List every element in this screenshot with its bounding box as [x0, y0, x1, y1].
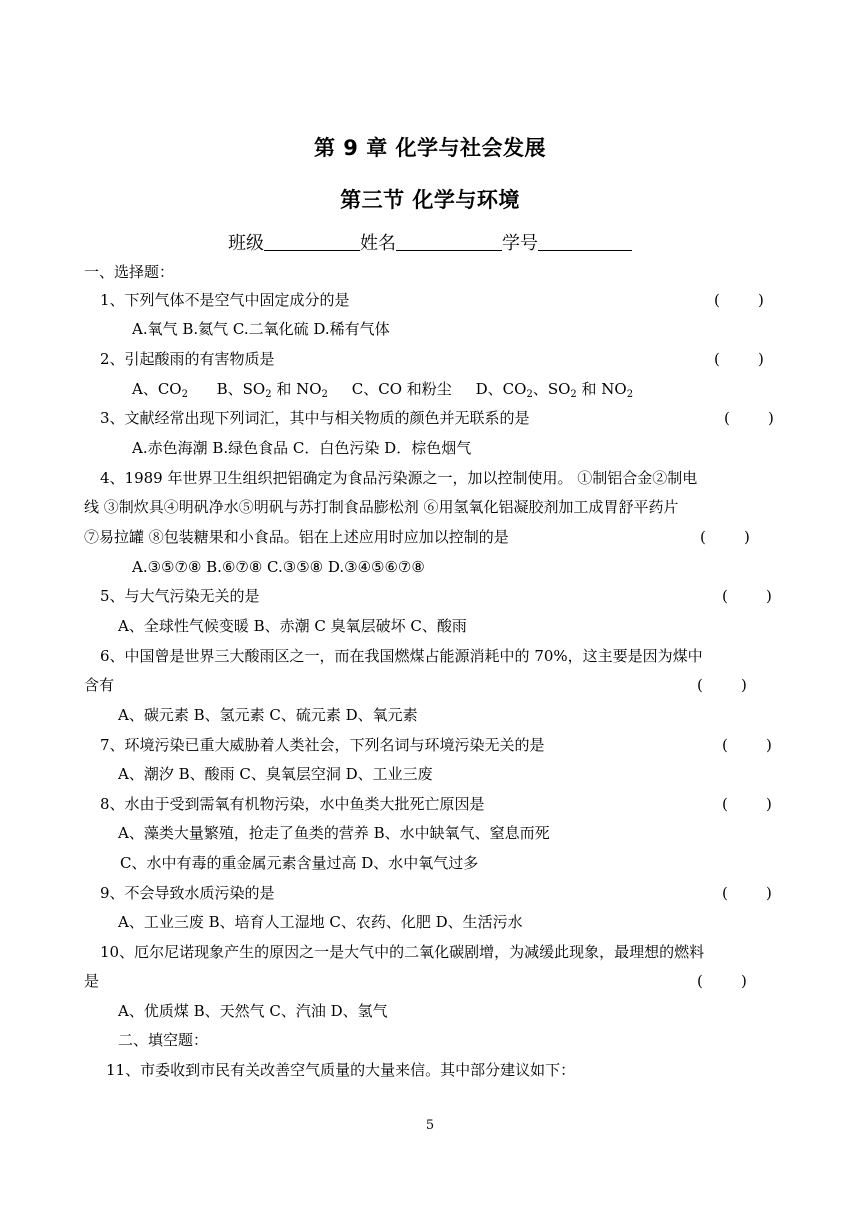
name-blank[interactable]: [396, 232, 502, 251]
q1-answer-bracket[interactable]: ( ): [714, 291, 764, 309]
q4-options: A.③⑤⑦⑧ B.⑥⑦⑧ C.③⑤⑧ D.③④⑤⑥⑦⑧: [132, 558, 425, 576]
q1-stem: 1、下列气体不是空气中固定成分的是: [100, 291, 350, 309]
q4-stem-line2: 线 ③制炊具④明矾净水⑤明矾与苏打制食品膨松剂 ⑥用氢氧化铝凝胶剂加工成胃舒平药片: [84, 498, 679, 516]
q9-answer-bracket[interactable]: ( ): [722, 884, 772, 902]
q10-answer-bracket[interactable]: ( ): [697, 972, 747, 990]
q9-stem: 9、不会导致水质污染的是: [100, 884, 275, 902]
q4-stem-line1: 4、1989 年世界卫生组织把铝确定为食品污染源之一，加以控制使用。 ①制铝合金②制电: [100, 469, 698, 487]
name-label: 姓名: [360, 233, 396, 254]
student-info-line: [0, 229, 860, 255]
q4-answer-bracket[interactable]: ( ): [700, 528, 750, 546]
q6-options: A、碳元素 B、氢元素 C、硫元素 D、氧元素: [118, 706, 418, 724]
q2-answer-bracket[interactable]: ( ): [714, 350, 764, 368]
q6-stem-line2: 含有: [84, 676, 115, 694]
q10-stem-line1: 10、厄尔尼诺现象产生的原因之一是大气中的二氧化碳剧增，为减缓此现象，最理想的燃料: [100, 943, 705, 961]
q8-options-line2: C、水中有毒的重金属元素含量过高 D、水中氧气过多: [120, 854, 479, 872]
q2-options: A、$CO_2$ B、$SO_2$ 和 $NO_2$ C、CO 和粉尘 D、$CO_2$、$SO_2$ 和 $NO_2$: [132, 380, 634, 400]
q11-stem: 11、市委收到市民有关改善空气质量的大量来信。其中部分建议如下：: [106, 1061, 576, 1079]
q4-stem-line3: ⑦易拉罐 ⑧包装糖果和小食品。铝在上述应用时应加以控制的是: [84, 528, 509, 546]
q7-stem: 7、环境污染已重大威胁着人类社会，下列名词与环境污染无关的是: [100, 736, 545, 754]
section-title: 第三节 化学与环境: [340, 188, 520, 212]
q10-options: A、优质煤 B、天然气 C、汽油 D、氢气: [118, 1002, 388, 1020]
q5-options: A、全球性气候变暖 B、赤潮 C 臭氧层破坏 C、酸雨: [118, 617, 467, 635]
q6-answer-bracket[interactable]: ( ): [697, 676, 747, 694]
q3-stem: 3、文献经常出现下列词汇，其中与相关物质的颜色并无联系的是: [100, 409, 530, 427]
q3-options: A.赤色海潮 B.绿色食品 C．白色污染 D．棕色烟气: [132, 439, 472, 457]
number-blank[interactable]: [538, 232, 632, 251]
q9-options: A、工业三废 B、培育人工湿地 C、农药、化肥 D、生活污水: [118, 913, 523, 931]
part2-heading: 二、填空题：: [118, 1031, 209, 1049]
q1-options: A.氧气 B.氦气 C.二氧化硫 D.稀有气体: [132, 320, 390, 338]
q5-stem: 5、与大气污染无关的是: [100, 587, 260, 605]
number-label: 学号: [502, 233, 538, 254]
q8-stem: 8、水由于受到需氧有机物污染，水中鱼类大批死亡原因是: [100, 795, 485, 813]
page-number: 5: [425, 1118, 435, 1133]
part1-heading: 一、选择题：: [84, 263, 175, 281]
q3-answer-bracket[interactable]: ( ): [724, 409, 774, 427]
q7-options: A、潮汐 B、酸雨 C、臭氧层空洞 D、工业三废: [118, 765, 433, 783]
q8-options-line1: A、藻类大量繁殖，抢走了鱼类的营养 B、水中缺氧气、窒息而死: [118, 824, 550, 842]
class-label: 班级: [228, 233, 264, 254]
chapter-title: 第 9 章 化学与社会发展: [313, 136, 547, 160]
q5-answer-bracket[interactable]: ( ): [722, 587, 772, 605]
q6-stem-line1: 6、中国曾是世界三大酸雨区之一，而在我国燃煤占能源消耗中的 70%，这主要是因为煤中: [100, 647, 703, 665]
q7-answer-bracket[interactable]: ( ): [722, 736, 772, 754]
class-blank[interactable]: [264, 232, 360, 251]
q10-stem-line2: 是: [84, 972, 100, 990]
q2-stem: 2、引起酸雨的有害物质是: [100, 350, 275, 368]
q8-answer-bracket[interactable]: ( ): [722, 795, 772, 813]
